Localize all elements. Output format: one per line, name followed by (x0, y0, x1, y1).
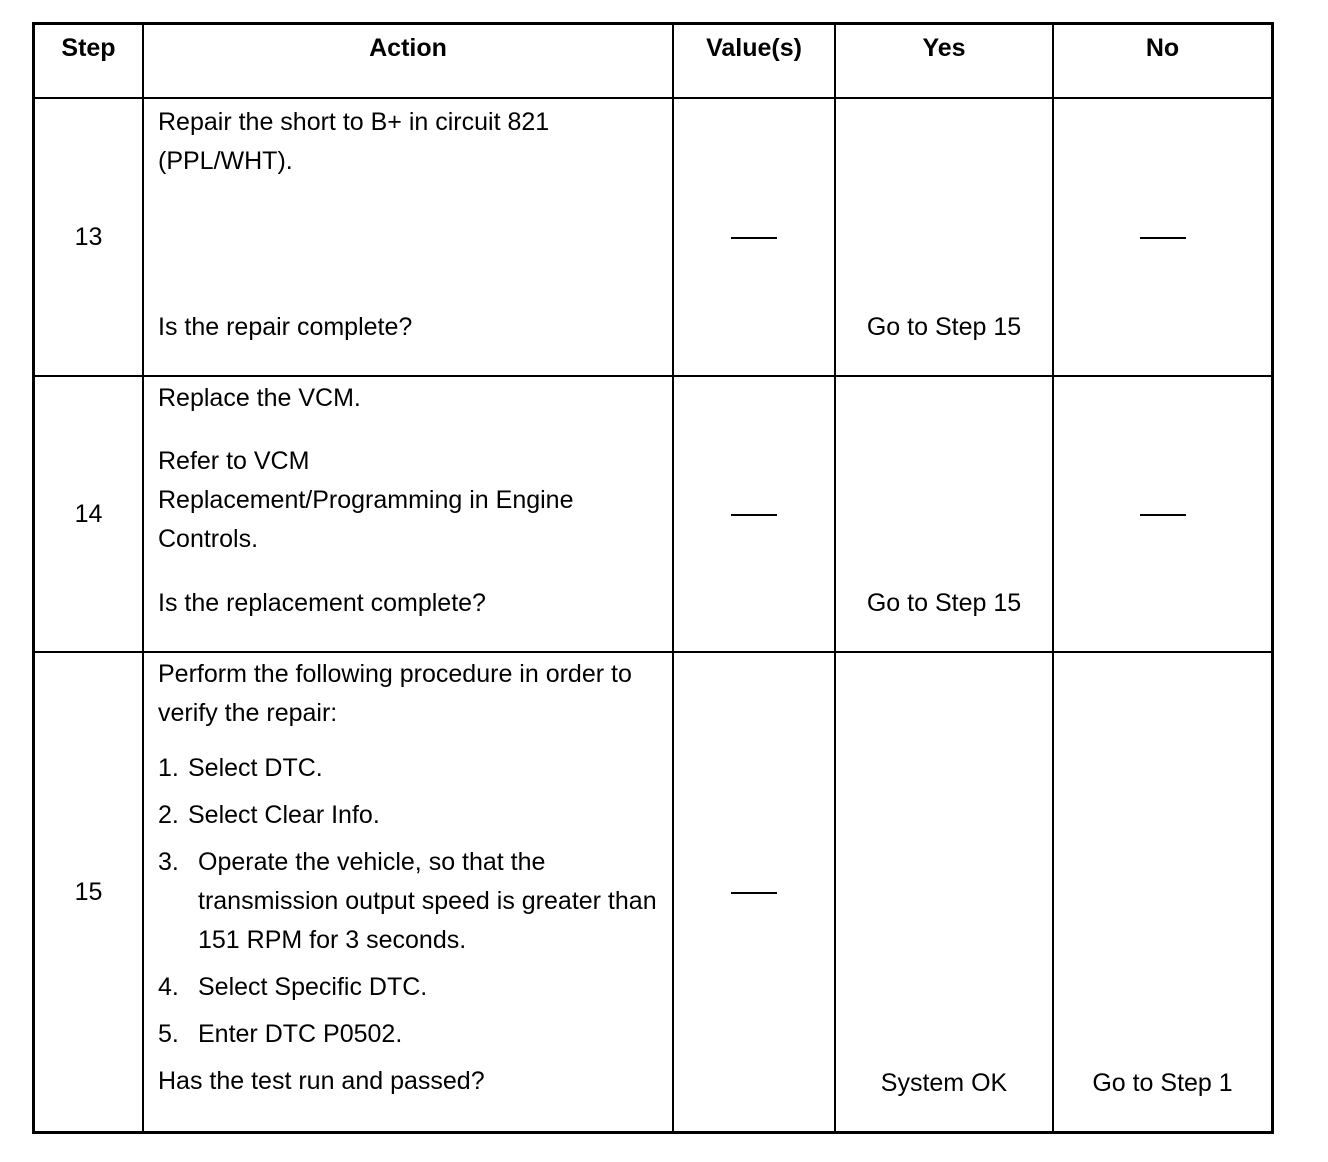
action-text: Refer to VCM Replacement/Programming in Engine Controls. (158, 447, 574, 553)
list-item (158, 843, 658, 960)
table-row-step-15 (35, 652, 1271, 1131)
action-question: Is the replacement complete? (158, 589, 486, 617)
empty-no-dash (1140, 514, 1186, 516)
list-number: 4. (158, 973, 179, 1001)
yes-cell (835, 376, 1053, 652)
values-cell (673, 652, 835, 1131)
header-action: Action (143, 25, 673, 98)
empty-value-dash (731, 237, 777, 239)
procedure-list (158, 749, 658, 1054)
values-cell (673, 98, 835, 376)
yes-cell (835, 652, 1053, 1131)
list-text: Select Specific DTC. (198, 973, 428, 1001)
no-cell (1053, 98, 1271, 376)
header-row (35, 25, 1271, 98)
list-item (158, 968, 658, 1007)
table-row-step-13 (35, 98, 1271, 376)
list-number: 3. (158, 848, 179, 876)
list-number: 2. (158, 801, 179, 829)
list-number: 5. (158, 1020, 179, 1048)
list-text: Select Clear Info. (188, 801, 380, 829)
no-cell (1053, 652, 1271, 1131)
step-number: 15 (35, 652, 143, 1131)
diagnostic-table (32, 22, 1274, 1134)
action-text: Replace the VCM. (158, 384, 361, 412)
no-cell (1053, 376, 1271, 652)
action-cell (143, 376, 673, 652)
list-item (158, 1015, 658, 1054)
action-text: Repair the short to B+ in circuit 821 (PPL/WHT). (158, 108, 550, 175)
yes-result: System OK (880, 1069, 1008, 1097)
procedure-intro: Perform the following procedure in order to verify the repair: (158, 660, 632, 727)
empty-value-dash (731, 514, 777, 516)
action-question: Is the repair complete? (158, 313, 413, 341)
empty-value-dash (731, 892, 777, 894)
yes-cell (835, 98, 1053, 376)
list-item (158, 796, 658, 835)
list-item (158, 749, 658, 788)
list-text: Enter DTC P0502. (198, 1020, 403, 1048)
empty-no-dash (1140, 237, 1186, 239)
header-no: No (1053, 25, 1271, 98)
table-row-step-14 (35, 376, 1271, 652)
step-number: 14 (35, 376, 143, 652)
action-question: Has the test run and passed? (158, 1067, 485, 1095)
no-result: Go to Step 1 (1092, 1069, 1233, 1097)
diagnostic-steps-table (35, 25, 1271, 1131)
list-number: 1. (158, 754, 179, 782)
header-yes: Yes (835, 25, 1053, 98)
list-text: Select DTC. (188, 754, 323, 782)
yes-result: Go to Step 15 (866, 589, 1022, 617)
values-cell (673, 376, 835, 652)
header-step: Step (35, 25, 143, 98)
action-cell (143, 98, 673, 376)
header-values: Value(s) (673, 25, 835, 98)
list-text: Operate the vehicle, so that the transmission output speed is greater than 151 RPM for 3 seconds. (198, 848, 657, 954)
yes-result: Go to Step 15 (866, 313, 1022, 341)
step-number: 13 (35, 98, 143, 376)
action-cell (143, 652, 673, 1131)
